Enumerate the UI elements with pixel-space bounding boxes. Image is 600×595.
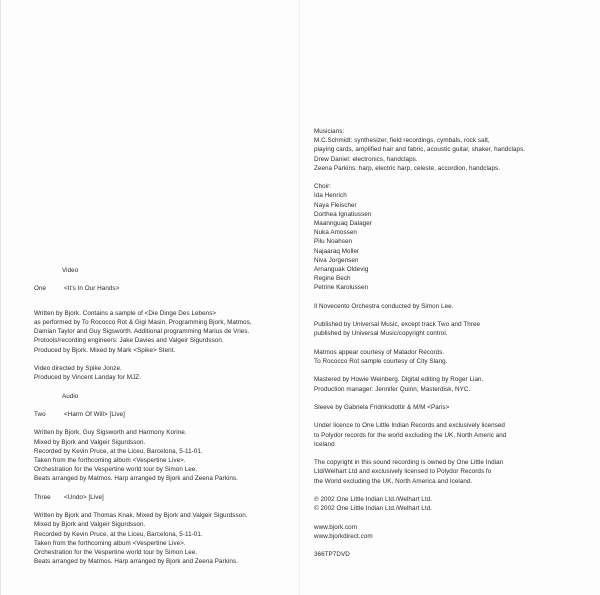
- orchestra-credit: Il Novecento Orchestra conducted by Simon Lee.: [314, 302, 454, 310]
- musician-line: Zeena Parkins: harp, electric harp, celeste, accordion, handclaps.: [314, 164, 501, 172]
- website-link: www.bjorkdirect.com: [314, 532, 373, 540]
- websites: [314, 523, 594, 541]
- phonogram-line: © 2002 One Little Indian Ltd./Welhart Ltd.: [314, 505, 432, 513]
- track-number: Two: [34, 410, 46, 418]
- choir-member: Ida Henrich: [314, 192, 347, 200]
- copyright-line: the World excluding the UK, North America and Iceland.: [314, 477, 473, 485]
- track-one-credits: [34, 309, 296, 355]
- choir-member: Regine Bech: [314, 275, 351, 283]
- credit-line: Written by Bjork, Guy Sigsworth and Harmony Korine.: [34, 429, 187, 437]
- credit-line: Orchestration for the Vespertine world tour by Simon Lee.: [34, 466, 198, 474]
- track-number: One: [34, 285, 47, 293]
- choir-member: Naya Fleischer: [314, 201, 357, 209]
- credit-line: as performed by To Rococco Rot & Gigi Masin. Programming Bjork, Matmos,: [34, 318, 252, 326]
- mastering-line: Mastered by Howie Weinberg. Digital editing by Roger Lian.: [314, 376, 484, 384]
- choir-list: [314, 191, 594, 292]
- courtesy-line: Matmos appear courtesy of Matador Records.: [314, 348, 445, 356]
- choir-member: Nuka Amossen: [314, 229, 357, 237]
- credit-line: Damian Taylor and Guy Sigsworth. Additional programming Marius de Vries.: [34, 328, 250, 336]
- track-one-header: [34, 284, 296, 293]
- musicians-heading: Musicians:: [314, 128, 345, 135]
- credit-line: Mixed by Bjork and Valgeir Sigurdsson.: [34, 438, 146, 446]
- track-title: <Undo> [Live]: [64, 493, 104, 501]
- phonogram-line: ℗ 2002 One Little Indian Ltd./Welhart Ltd.: [314, 495, 432, 503]
- track-title: <Harm Of Will> [Live]: [64, 410, 125, 418]
- licence-line: Iceland: [314, 440, 335, 448]
- choir-heading: Choir:: [314, 183, 332, 191]
- choir-member: Niva Jorgensen: [314, 256, 359, 264]
- credit-line: Protools/recording engineers: Jake Davies and Valgeir Sigurdsson.: [34, 337, 224, 345]
- musician-line: M.C.Schmidt: synthesizer, field recordings, cymbals, rock salt,: [314, 137, 490, 145]
- credit-line: Recorded by Kevin Pruce, at the Liceu, Barcelona, 5-11-01.: [34, 447, 203, 455]
- credit-line: Taken from the forthcoming album <Vespertine Live>.: [34, 539, 186, 547]
- track-title: <It's In Our Hands>: [64, 285, 120, 293]
- credit-line: Video directed by Spike Jonze.: [34, 364, 122, 372]
- catalog-number: 366TP7DVD: [314, 551, 350, 559]
- publishing-line: Published by Universal Music, except track Two and Three: [314, 321, 481, 329]
- mastering-credits: [314, 375, 594, 393]
- choir-member: Petrine Karolussen: [314, 284, 369, 292]
- credit-line: Produced by Vincent Landay for MJZ.: [34, 374, 141, 382]
- licence-line: Under licence to One Little Indian Records and exclusively licensed: [314, 422, 505, 430]
- copyright-notice: [314, 458, 594, 486]
- page-fold: [299, 0, 300, 595]
- track-two-credits: [34, 428, 296, 483]
- right-column: [314, 127, 594, 559]
- copyright-line: Ltd/Welhart Ltd and exclusively licensed to Polydor Records fo: [314, 468, 492, 476]
- licence-line: to Polydor records for the world excluding the UK, North Americ and: [314, 431, 507, 439]
- choir-member: Dorthea Ignatiussen: [314, 210, 372, 218]
- publishing-line: published by Universal Music/copyright control.: [314, 330, 448, 338]
- choir-member: Maannguaq Dalager: [314, 220, 372, 228]
- musician-line: playing cards, amplified hair and fabric, acoustic guitar, shaker, handclaps.: [314, 146, 526, 154]
- credit-line: Beats arranged by Matmos. Harp arranged by Bjork and Zeena Parkins.: [34, 475, 238, 483]
- courtesy-credits: [314, 348, 594, 366]
- audio-heading: Audio: [62, 392, 79, 400]
- credit-line: Mixed by Bjork and Valgeir Sigurdsson.: [34, 521, 146, 529]
- choir-member: Najaaraq Moller: [314, 247, 360, 255]
- credit-line: Beats arranged by Matmos. Harp arranged by Bjork and Zeena Parkins.: [34, 558, 238, 566]
- credit-line: Written by Bjork. Contains a sample of <Die Dinge Des Lebens>: [34, 309, 217, 317]
- website-link: www.bjork.com: [314, 523, 357, 531]
- credit-line: Taken from the forthcoming album <Vespertine Live>.: [34, 456, 186, 464]
- left-column: [34, 266, 296, 566]
- courtesy-line: To Rococco Rot sample courtesy of City Slang.: [314, 358, 448, 366]
- phonogram-copyright: [314, 495, 594, 513]
- credit-line: Written by Bjork and Thomas Knak. Mixed by Bjork and Valgeir Sigurdsson.: [34, 512, 248, 520]
- licence-notice: [314, 421, 594, 449]
- publishing-credits: [314, 320, 594, 338]
- video-heading: Video: [62, 267, 79, 274]
- credit-line: Recorded by Kevin Pruce, at the Liceu, Barcelona, 5-11-01.: [34, 530, 203, 538]
- credit-line: Produced by Bjork. Mixed by Mark <Spike> Stent.: [34, 346, 176, 354]
- video-credits: [34, 364, 296, 382]
- musicians-list: [314, 136, 594, 173]
- copyright-line: The copyright in this sound recording is owned by One Little Indian: [314, 459, 504, 467]
- choir-member: Arnanguak Oldevig: [314, 266, 369, 274]
- mastering-line: Production manager: Jennifer Quinn, Masterdisk, NYC.: [314, 385, 471, 393]
- track-number: Three: [34, 493, 51, 501]
- track-two-header: [34, 410, 296, 419]
- sleeve-credit: Sleeve by Gabriela Fridriksdottir & M/M <Paris>: [314, 404, 450, 411]
- credit-line: Orchestration for the Vespertine world tour by Simon Lee.: [34, 548, 198, 556]
- track-three-header: [34, 493, 296, 502]
- musician-line: Drew Daniel: electronics, handclaps.: [314, 155, 418, 163]
- track-three-credits: [34, 511, 296, 566]
- choir-member: Pilu Noahsen: [314, 238, 353, 246]
